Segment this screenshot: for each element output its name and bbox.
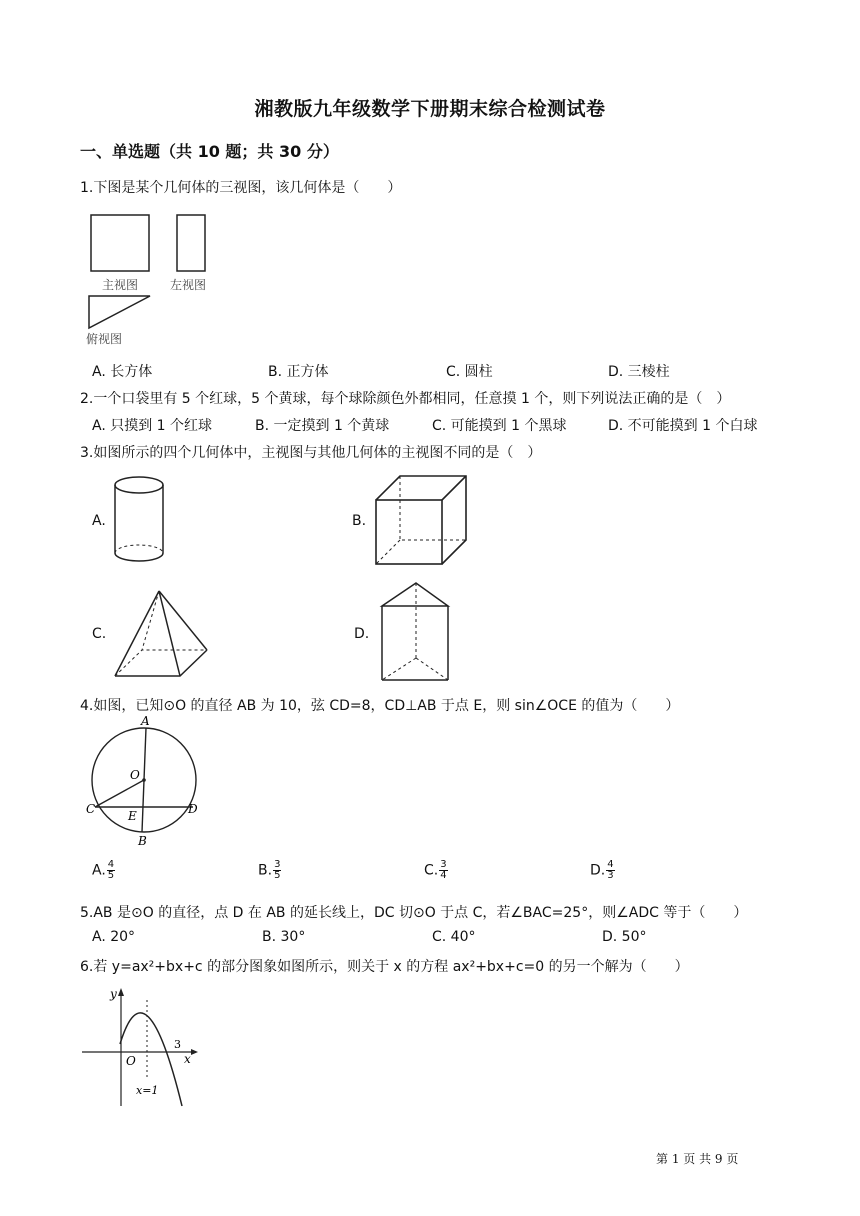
q4-option-b[interactable]: B. $\frac{3}{5}$	[258, 859, 281, 881]
q5-option-d[interactable]: D. 50°	[602, 929, 647, 945]
q5-option-b[interactable]: B. 30°	[262, 929, 306, 945]
q2-option-b[interactable]: B. 一定摸到 1 个黄球	[255, 418, 390, 434]
cylinder-figure[interactable]	[112, 474, 168, 566]
top-view-label: 俯视图	[86, 332, 123, 346]
segment-oc	[95, 780, 144, 807]
svg-text:C: C	[86, 802, 96, 816]
page-title: 湘教版九年级数学下册期末综合检测试卷	[254, 98, 606, 120]
svg-text:y: y	[110, 987, 117, 1001]
q3-option-b-label[interactable]: B.	[352, 513, 367, 529]
question-1-three-views-figure	[84, 210, 224, 350]
q4-option-a[interactable]: A. $\frac{4}{5}$	[92, 859, 115, 881]
question-6-text: 6.若 y=ax²+bx+c 的部分图象如图所示，则关于 x 的方程 ax²+bx+c=0 的另一个解为（ ）	[80, 959, 689, 975]
svg-text:3: 3	[174, 1038, 181, 1051]
question-4-text: 4.如图，已知⊙O 的直径 AB 为 10，弦 CD=8，CD⊥AB 于点 E，则 sin∠OCE 的值为（ ）	[80, 698, 680, 714]
page-footer: 第 1 页 共 9 页	[656, 1152, 739, 1166]
q3-option-d-label[interactable]: D.	[354, 626, 370, 642]
side-view-label: 左视图	[170, 278, 207, 292]
front-view-label: 主视图	[102, 278, 139, 292]
q5-option-c[interactable]: C. 40°	[432, 929, 476, 945]
q3-option-a-label[interactable]: A.	[92, 513, 106, 529]
q1-option-b[interactable]: B. 正方体	[268, 364, 329, 380]
svg-text:O: O	[130, 768, 140, 782]
svg-text:D: D	[188, 802, 198, 816]
q1-option-c[interactable]: C. 圆柱	[446, 364, 493, 380]
q2-option-c[interactable]: C. 可能摸到 1 个黑球	[432, 418, 567, 434]
svg-text:x: x	[184, 1052, 191, 1066]
question-5-text: 5.AB 是⊙O 的直径，点 D 在 AB 的延长线上，DC 切⊙O 于点 C，若∠BAC=25°，则∠ADC 等于（ ）	[80, 905, 748, 921]
q4-option-d[interactable]: D. $\frac{4}{3}$	[590, 859, 614, 881]
q1-option-a[interactable]: A. 长方体	[92, 364, 153, 380]
question-2-text: 2.一个口袋里有 5 个红球，5 个黄球，每个球除颜色外都相同，任意摸 1 个，则下列说法正确的是（ ）	[80, 391, 731, 407]
question-6-parabola-figure	[80, 984, 204, 1108]
svg-text:x=1: x=1	[136, 1084, 159, 1097]
q3-option-c-label[interactable]: C.	[92, 626, 107, 642]
svg-text:B: B	[138, 834, 147, 848]
section-heading: 一、单选题（共 10 题；共 30 分）	[80, 142, 339, 161]
side-view-rect	[177, 215, 205, 271]
top-view-triangle	[89, 296, 150, 328]
q1-option-d[interactable]: D. 三棱柱	[608, 364, 670, 380]
question-3-text: 3.如图所示的四个几何体中，主视图与其他几何体的主视图不同的是（ ）	[80, 445, 542, 461]
question-1-text: 1.下图是某个几何体的三视图，该几何体是（ ）	[80, 180, 402, 196]
triangular-prism-figure[interactable]	[378, 580, 454, 684]
q2-option-d[interactable]: D. 不可能摸到 1 个白球	[608, 418, 758, 434]
svg-text:O: O	[126, 1054, 136, 1068]
cube-figure[interactable]	[372, 472, 472, 568]
q4-option-c[interactable]: C. $\frac{3}{4}$	[424, 859, 447, 881]
svg-text:A: A	[141, 714, 150, 728]
svg-text:E: E	[128, 809, 137, 823]
front-view-square	[91, 215, 149, 271]
question-4-circle-figure	[84, 714, 208, 850]
q2-option-a[interactable]: A. 只摸到 1 个红球	[92, 418, 213, 434]
pyramid-figure[interactable]	[112, 588, 212, 680]
q5-option-a[interactable]: A. 20°	[92, 929, 136, 945]
